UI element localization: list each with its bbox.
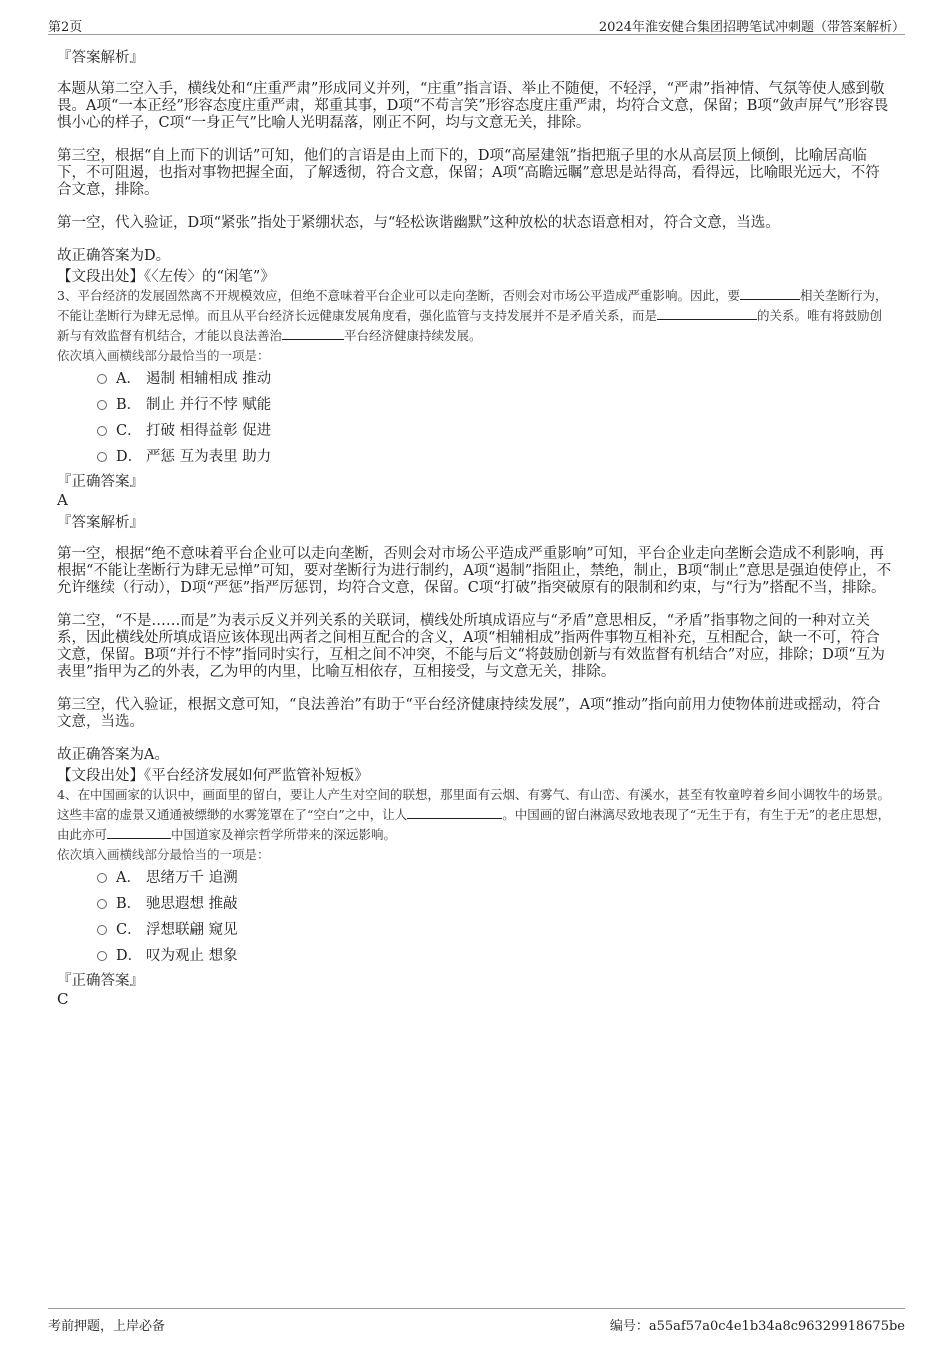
- analysis-label: 『答案解析』: [57, 515, 144, 531]
- q4-answer: C: [57, 990, 69, 1008]
- q3-option-d[interactable]: [97, 442, 893, 468]
- radio-icon[interactable]: [97, 925, 107, 935]
- q3-stem-part4: 平台经济健康持续发展。: [344, 328, 482, 343]
- option-letter: B．: [116, 396, 142, 413]
- q3-stem: [57, 286, 893, 346]
- document-code: 编号：a55af57a0c4e1b34a8c96329918675be: [609, 1319, 905, 1334]
- q3-blank-2: [657, 307, 757, 320]
- q2-analysis-p3: 第一空，代入验证，D项“紧张”指处于紧绷状态，与“轻松诙谐幽默”这种放松的状态语意相对，符合文意，当选。: [57, 215, 780, 231]
- option-text: 驰思遐想 推敲: [146, 895, 238, 912]
- q3-stem-part3: 的关系。唯有将鼓励创新与有效监督有机结合，才能以良法善治: [57, 308, 883, 343]
- q3-analysis-p2: 第二空，“不是……而是”为表示反义并列关系的关联词，横线处所填成语应与“矛盾”意思相反，“矛盾”指事物之间的一种对立关系，因此横线处所填成语应该体现出两者之间相互配合的含义，A项“相辅相成”指两件事物互相补充，互相配合，缺一不可，符合文意，保留。B项“并行不悖”指同时实行，互相之间不冲突，不能与后文“将鼓励创新与有效监督有机结合”对应，排除；D项“互为表里”指甲为乙的外表，乙为甲的内里，比喻互相依存，互相接受，与文意无关，排除。: [57, 613, 885, 680]
- q2-analysis-p2: 第三空，根据“自上而下的训话”可知，他们的言语是由上而下的，D项“高屋建瓴”指把瓶子里的水从高层顶上倾倒，比喻居高临下，不可阻遏，也指对事物把握全面，了解透彻，符合文意，保留；A项“高瞻远瞩”意思是站得高，看得远，比喻眼光远大，不符合文意，排除。: [57, 148, 880, 198]
- option-letter: D．: [116, 947, 143, 964]
- option-text: 叹为观止 想象: [146, 947, 238, 964]
- q3-option-b[interactable]: [97, 390, 893, 416]
- footer-slogan: 考前押题，上岸必备: [48, 1319, 166, 1334]
- page-footer: [48, 1308, 905, 1333]
- q2-conclusion: 故正确答案为D。: [57, 248, 171, 264]
- option-letter: A．: [116, 370, 141, 387]
- page-number: 第2页: [48, 20, 83, 35]
- q3-stem-part2: 相关垄断行为，不能让垄断行为肆无忌惮。而且从平台经济长远健康发展角度看，强化监管与支持发展并不是矛盾关系，而是: [57, 288, 888, 323]
- q3-blank-1: [740, 287, 800, 300]
- q4-option-b[interactable]: [97, 889, 893, 915]
- q3-option-c[interactable]: [97, 416, 893, 442]
- q4-option-a[interactable]: [97, 863, 893, 889]
- q2-source: 【文段出处】《〈左传〉的“闲笔”》: [57, 269, 275, 285]
- correct-answer-label: 『正确答案』: [57, 973, 144, 989]
- option-letter: C．: [116, 921, 142, 938]
- radio-icon[interactable]: [97, 899, 107, 909]
- q3-options: [57, 364, 893, 468]
- document-body: [57, 44, 893, 1008]
- option-letter: C．: [116, 422, 142, 439]
- radio-icon[interactable]: [97, 873, 107, 883]
- radio-icon[interactable]: [97, 951, 107, 961]
- radio-icon[interactable]: [97, 374, 107, 384]
- correct-answer-label: 『正确答案』: [57, 474, 144, 490]
- option-text: 打破 相得益彰 促进: [146, 422, 272, 439]
- q2-analysis-p1: 本题从第二空入手，横线处和“庄重严肃”形成同义并列，“庄重”指言语、举止不随便，不轻浮，“严肃”指神情、气氛等使人感到敬畏。A项“一本正经”形容态度庄重严肃，郑重其事，D项“不苟言笑”形容态度庄重严肃，均符合文意，保留；B项“敛声屏气”形容畏惧小心的样子，C项“一身正气”比喻人光明磊落，刚正不阿，均与文意无关，排除。: [57, 81, 889, 131]
- q4-blank-2: [107, 826, 171, 839]
- q3-source: 【文段出处】《平台经济发展如何严监管补短板》: [57, 768, 369, 784]
- option-text: 遏制 相辅相成 推动: [146, 370, 272, 387]
- q4-stem: [57, 785, 893, 845]
- option-letter: B．: [116, 895, 142, 912]
- document-title: 2024年淮安健合集团招聘笔试冲刺题（带答案解析）: [598, 20, 905, 35]
- q4-options: [57, 863, 893, 967]
- page-header: [48, 14, 905, 35]
- q3-answer: A: [57, 491, 68, 509]
- q3-option-a[interactable]: [97, 364, 893, 390]
- q4-stem-part2: 。中国画的留白淋漓尽致地表现了“无生于有，有生于无”的老庄思想，由此亦可: [57, 807, 891, 842]
- q3-conclusion: 故正确答案为A。: [57, 747, 169, 763]
- q4-option-d[interactable]: [97, 941, 893, 967]
- q4-blank-1: [407, 806, 502, 819]
- q3-stem-part1: 3、平台经济的发展固然离不开规模效应，但绝不意味着平台企业可以走向垄断，否则会对市场公平造成严重影响。因此，要: [57, 288, 740, 303]
- radio-icon[interactable]: [97, 400, 107, 410]
- q3-instruction: 依次填入画横线部分最恰当的一项是：: [57, 348, 270, 363]
- q4-stem-part1: 4、在中国画家的认识中，画面里的留白，要让人产生对空间的联想，那里面有云烟、有雾气、有山峦、有溪水，甚至有牧童哼着乡间小调牧牛的场景。这些丰富的虚景又通通被缥缈的水雾笼罩在了“空白”之中，让人: [57, 787, 890, 822]
- option-text: 浮想联翩 窥见: [146, 921, 238, 938]
- option-text: 严惩 互为表里 助力: [146, 448, 272, 465]
- radio-icon[interactable]: [97, 452, 107, 462]
- option-text: 思绪万千 追溯: [146, 869, 238, 886]
- q3-analysis-p1: 第一空，根据“绝不意味着平台企业可以走向垄断，否则会对市场公平造成严重影响”可知，平台企业走向垄断会造成不利影响，再根据“不能让垄断行为肆无忌惮”可知，要对垄断行为进行制约，A项“遏制”指阻止，禁绝，制止，B项“制止”意思是强迫使停止，不允许继续（行动），D项“严惩”指严厉惩罚，均符合文意，保留。C项“打破”指突破原有的限制和约束，与“行为”搭配不当，排除。: [57, 546, 892, 596]
- option-letter: A．: [116, 869, 141, 886]
- q4-instruction: 依次填入画横线部分最恰当的一项是：: [57, 847, 270, 862]
- q4-option-c[interactable]: [97, 915, 893, 941]
- analysis-label: 『答案解析』: [57, 50, 144, 66]
- option-letter: D．: [116, 448, 143, 465]
- q3-analysis-p3: 第三空，代入验证，根据文意可知，“良法善治”有助于“平台经济健康持续发展”，A项“推动”指向前用力使物体前进或摇动，符合文意，当选。: [57, 697, 881, 730]
- option-text: 制止 并行不悖 赋能: [146, 396, 272, 413]
- q4-stem-part3: 中国道家及禅宗哲学所带来的深远影响。: [171, 827, 397, 842]
- q3-blank-3: [282, 327, 344, 340]
- radio-icon[interactable]: [97, 426, 107, 436]
